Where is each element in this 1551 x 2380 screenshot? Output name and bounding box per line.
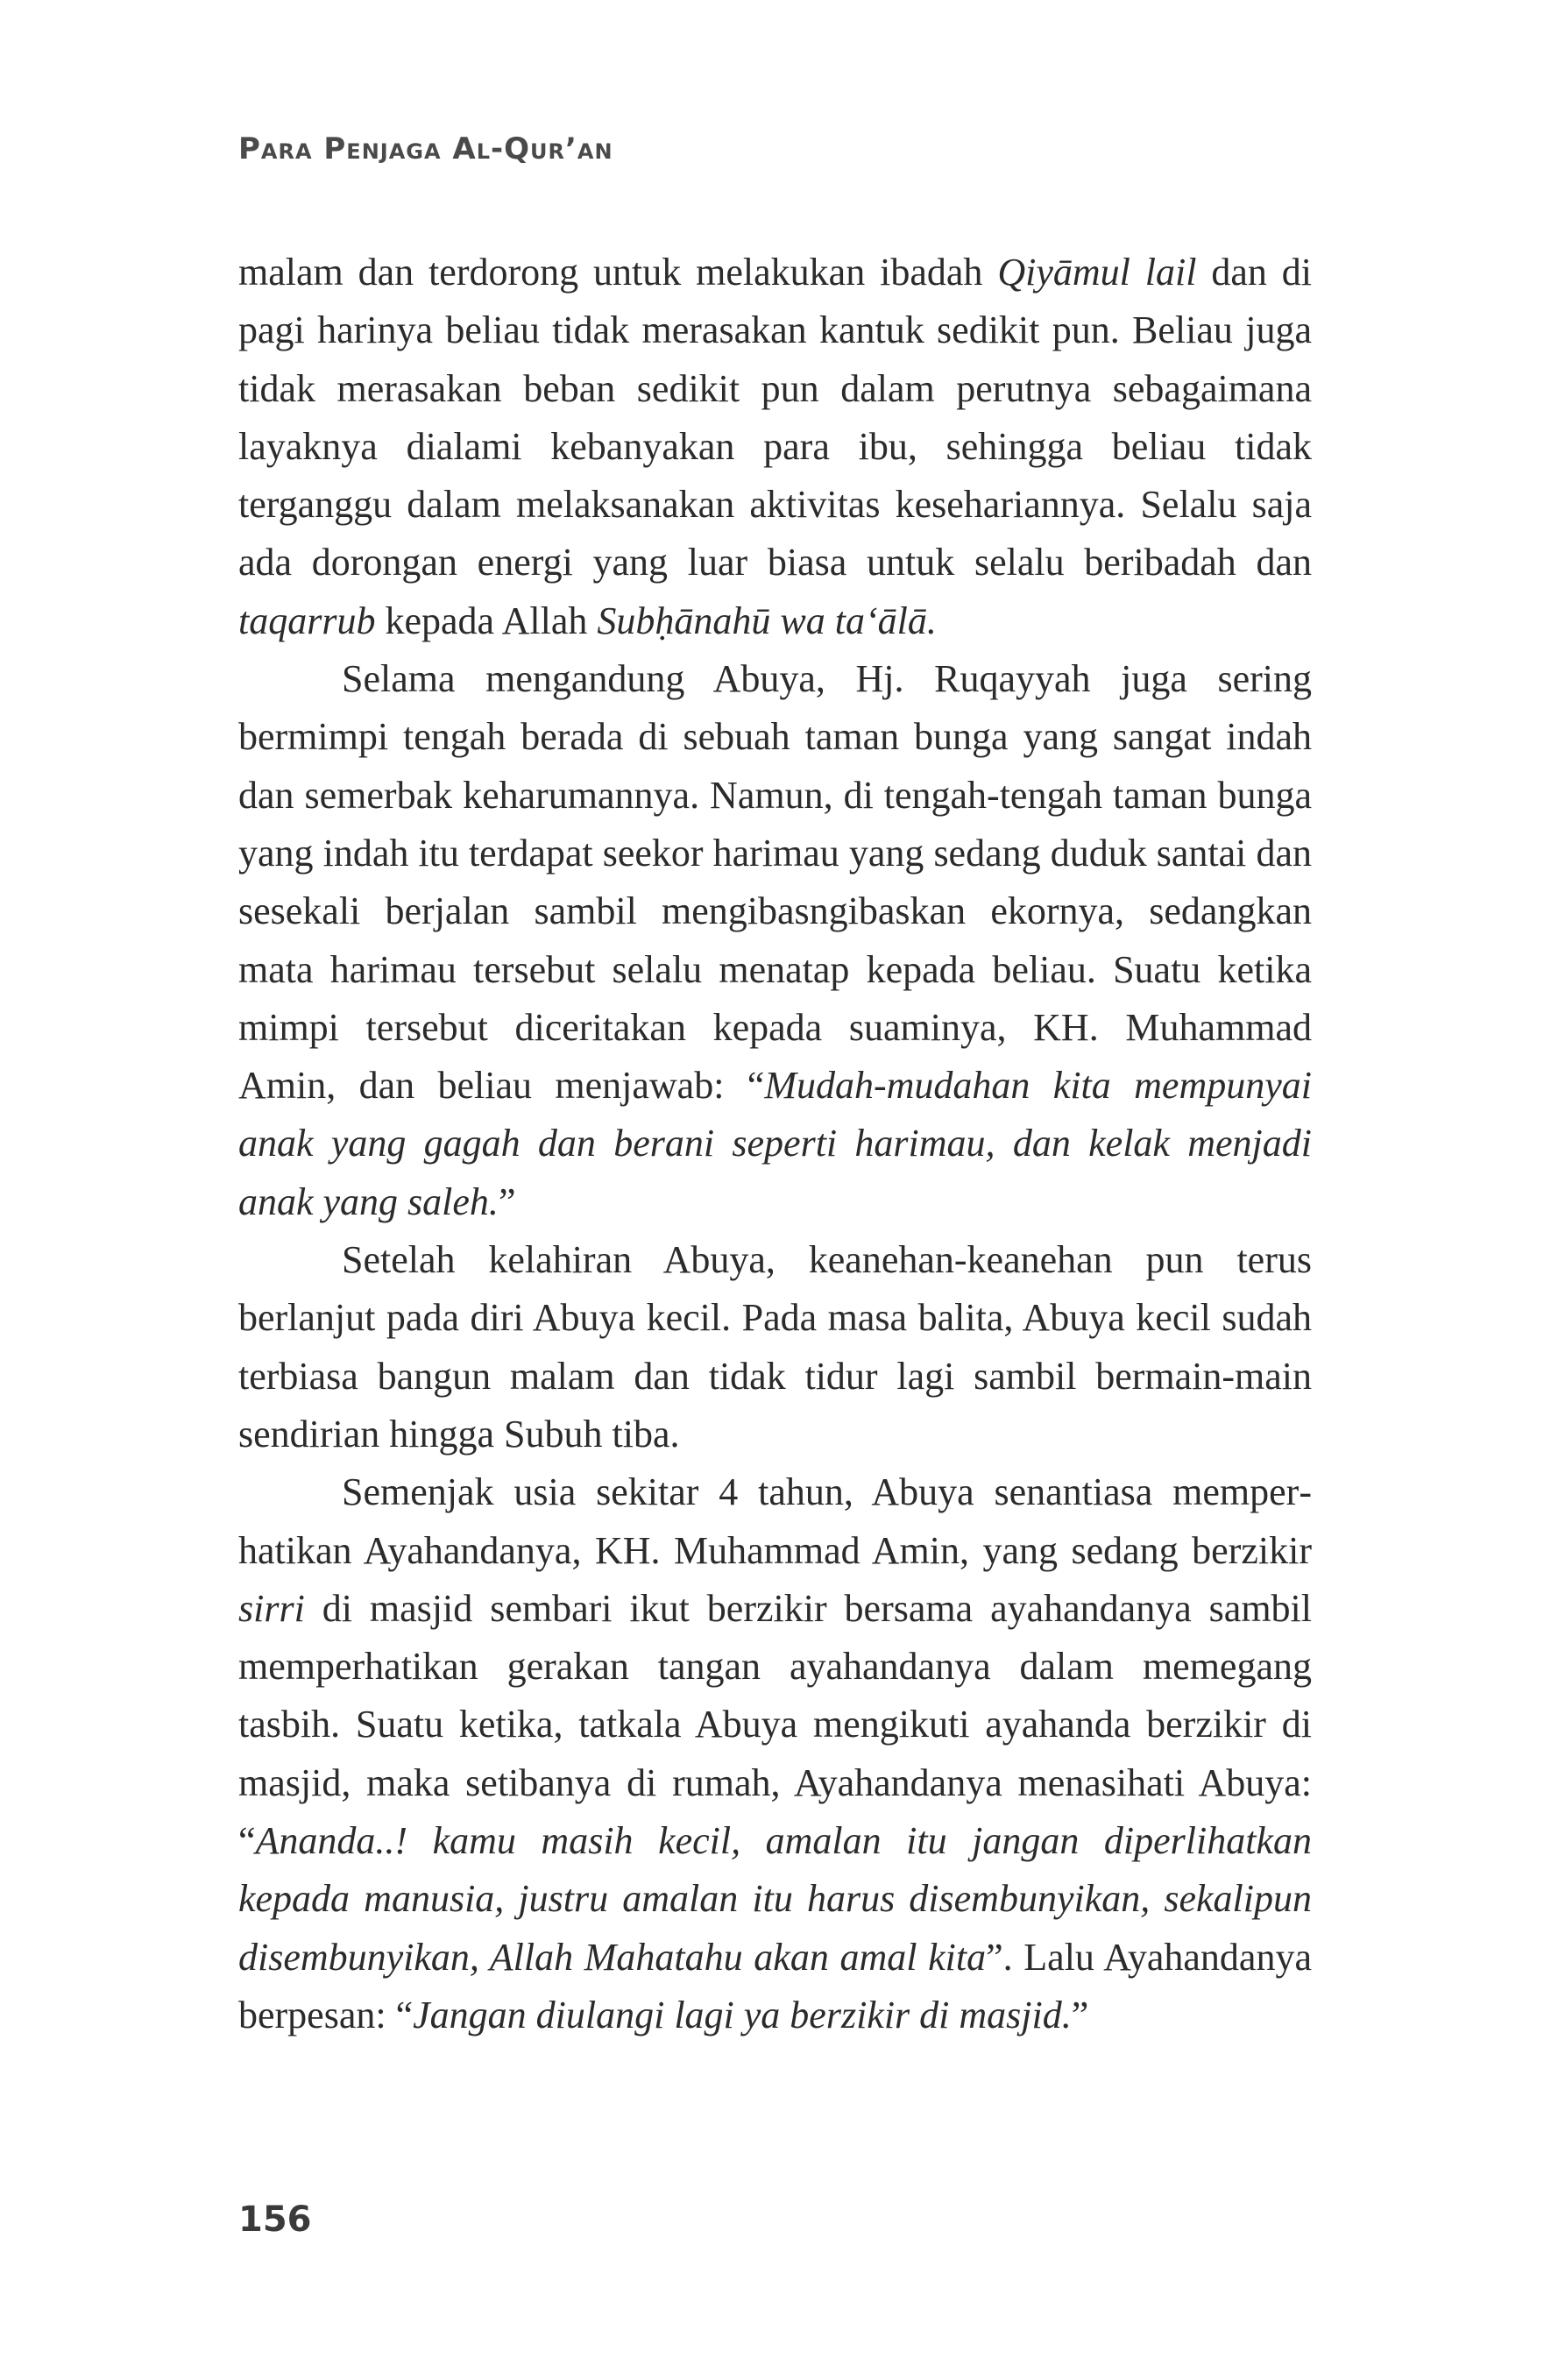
paragraph [238,650,1312,1231]
italic-text: Jangan diulangi lagi ya berzikir di masjid. [413,1993,1072,2036]
text-run: dan di pagi harinya beliau tidak merasakan kantuk sedikit pun. Beliau juga tidak merasakan beban sedikit pun dalam perutnya sebagaimana layaknya dialami kebanyakan para ibu, sehingga beliau tidak terganggu dalam melaksanakan aktivitas kesehariannya. Selalu saja ada dorongan energi yang luar biasa untuk selalu beribadah dan [238,251,1312,584]
text-run: ” [498,1179,516,1223]
paragraph [238,1231,1312,1463]
italic-text: Qiyāmul lail [997,251,1197,294]
text-run: ” [1071,1993,1089,2036]
text-run: Selama mengandung Abuya, Hj. Ruqayyah juga sering bermimpi tengah berada di sebuah taman bunga yang sangat indah dan semerbak keharumannya. Namun, di tengah-tengah taman bunga yang indah itu terdapat seekor harimau yang sedang duduk santai dan sesekali berjalan sambil mengibasngibaskan ekornya, sedangkan mata harimau tersebut selalu menatap kepada beliau. Suatu ketika mimpi tersebut diceritakan kepada suaminya, KH. Muhammad Amin, dan beliau menjawab: “ [238,657,1312,1108]
italic-text: taqarrub [238,599,376,642]
text-run: Setelah kelahiran Abuya, keanehan-keanehan pun terus berlanjut pada diri Abuya kecil. Pada masa balita, Abuya kecil sudah terbiasa bangun malam dan tidak tidur lagi sambil bermain-main sendirian hingga Subuh tiba. [238,1238,1312,1456]
italic-text: sirri [238,1586,305,1630]
page-number: 156 [238,2199,312,2240]
text-run: di masjid sembari ikut berzikir bersama ayahandanya sambil memperhatikan gerakan tangan ayahandanya dalam memegang tasbih. Suatu ketika, tatkala Abuya mengikuti ayahanda berzikir di masjid, maka setibanya di rumah, Ayahandanya menasihati Abuya: “ [238,1586,1312,1863]
paragraph [238,244,1312,650]
italic-text: Mudah-mudahan kita mempunyai anak yang gagah dan berani seperti harimau, dan kelak menjadi anak yang saleh. [238,1064,1312,1223]
body-text [238,244,1312,2044]
paragraph [238,1463,1312,2044]
text-run: Semenjak usia sekitar 4 tahun, Abuya senantiasa memperhatikan Ayahandanya, KH. Muhammad Amin, yang sedang berzikir [238,1470,1312,1572]
text-run: kepada Allah [375,599,598,642]
text-run: malam dan terdorong untuk melakukan ibadah [238,251,998,294]
running-header-title: Para Penjaga Al-Qur’an [238,131,613,166]
italic-text: Subḥānahū wa ta‘ālā. [597,599,937,642]
text-run: ”. Lalu Ayahandanya berpesan: “ [238,1935,1312,2036]
italic-text: Ananda..! kamu masih kecil, amalan itu jangan diperlihatkan kepada manusia, justru amalan itu harus disembunyikan, sekalipun disembunyikan, Allah Mahatahu akan amal kita [238,1819,1312,1979]
